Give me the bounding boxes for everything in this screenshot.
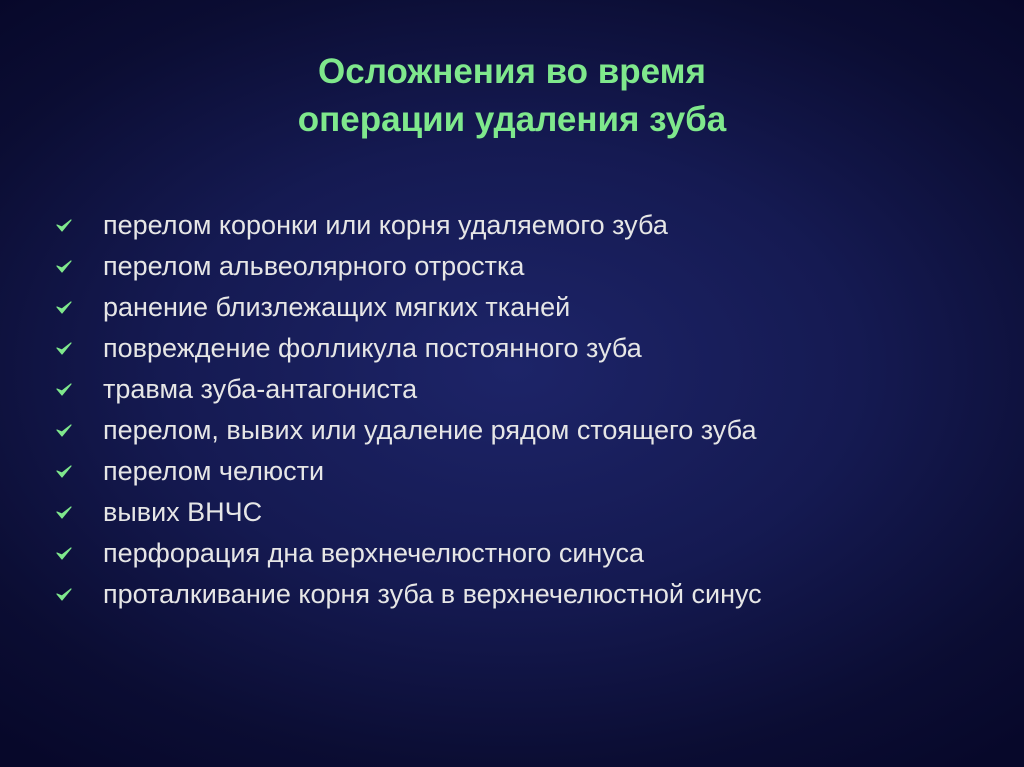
arrow-check-bullet-icon [55, 369, 103, 410]
arrow-check-bullet-icon [55, 205, 103, 246]
arrow-check-bullet-icon [55, 410, 103, 451]
list-item-text: проталкивание корня зуба в верхнечелюстной синус [103, 579, 762, 609]
list-item [55, 328, 762, 369]
list-item-text: перелом, вывих или удаление рядом стоящего зуба [103, 415, 757, 445]
slide-title [0, 48, 1024, 144]
list-item-text: ранение близлежащих мягких тканей [103, 292, 571, 322]
list-item-text: травма зуба-антагониста [103, 374, 418, 404]
list-item-text: вывих ВНЧС [103, 497, 263, 527]
title-line-1: Осложнения во время [318, 52, 706, 91]
arrow-check-bullet-icon [55, 246, 103, 287]
arrow-check-bullet-icon [55, 492, 103, 533]
list-item-text: перелом альвеолярного отростка [103, 251, 525, 281]
arrow-check-bullet-icon [55, 287, 103, 328]
list-item [55, 246, 762, 287]
list-item [55, 287, 762, 328]
list-item-text: повреждение фолликула постоянного зуба [103, 333, 642, 363]
list-item [55, 451, 762, 492]
title-line-2: операции удаления зуба [297, 100, 727, 139]
list-item [55, 369, 762, 410]
list-item [55, 533, 762, 574]
list-item [55, 410, 762, 451]
arrow-check-bullet-icon [55, 328, 103, 369]
arrow-check-bullet-icon [55, 533, 103, 574]
list-item [55, 205, 762, 246]
list-item-text: перелом коронки или корня удаляемого зуба [103, 210, 668, 240]
arrow-check-bullet-icon [55, 451, 103, 492]
list-item [55, 492, 762, 533]
list-item-text: перфорация дна верхнечелюстного синуса [103, 538, 645, 568]
list-item-text: перелом челюсти [103, 456, 325, 486]
arrow-check-bullet-icon [55, 574, 103, 615]
complications-list [55, 205, 762, 615]
list-item [55, 574, 762, 615]
